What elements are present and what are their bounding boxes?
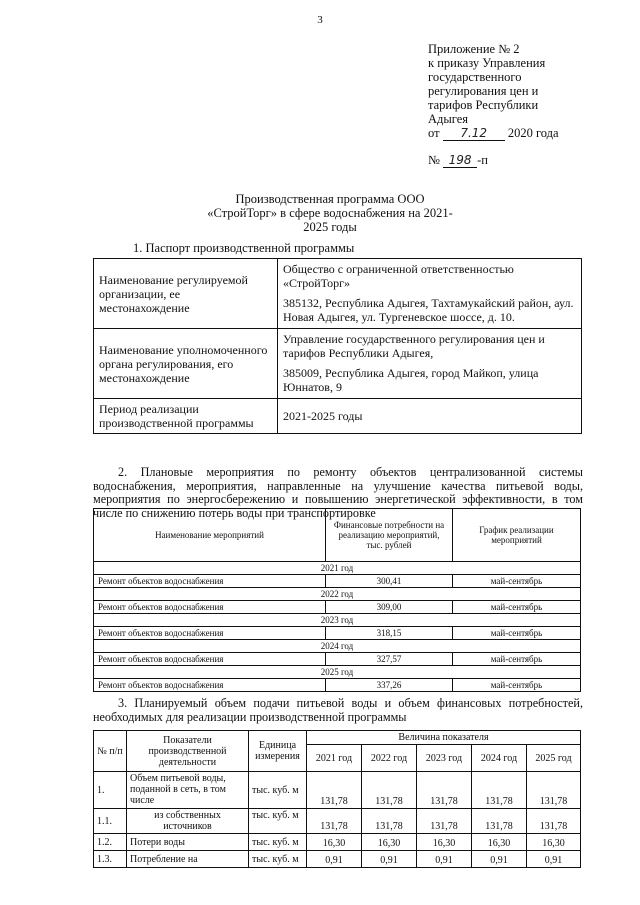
col-header: Наименование мероприятий: [94, 509, 326, 562]
section1-heading: 1. Паспорт производственной программы: [133, 241, 355, 255]
appendix-line: Адыгея: [428, 112, 469, 126]
table-row: [94, 399, 582, 434]
year-row: 2022 год: [94, 588, 581, 601]
table-row: Ремонт объектов водоснабжения 327,57 май-сентябрь: [94, 653, 581, 666]
appendix-block: [428, 42, 628, 168]
handwritten-date: 7.12: [443, 126, 505, 141]
year-row: 2021 год: [94, 562, 581, 575]
table-row: 1.2. Потери воды тыс. куб. м 16,30 16,30 16,30 16,30 16,30: [94, 834, 581, 851]
table-row: Ремонт объектов водоснабжения 300,41 май-сентябрь: [94, 575, 581, 588]
table-header-row: [94, 509, 581, 562]
section3-text: 3. Планируемый объем подачи питьевой воды и объем финансовых потребностей, необходимых для реализации производственной программы: [93, 696, 583, 724]
passport-value: Управление государственного регулирования цен и тарифов Республики Адыгея, 385009, Республика Адыгея, город Майкоп, улица Юннатов, 9: [278, 329, 582, 399]
table-row: 1.1. из собственных источников тыс. куб. м 131,78 131,78 131,78 131,78 131,78: [94, 809, 581, 834]
year-row: 2023 год: [94, 614, 581, 627]
table-row: Ремонт объектов водоснабжения 309,00 май-сентябрь: [94, 601, 581, 614]
table-row: 1. Объем питьевой воды, поданной в сеть, в том числе тыс. куб. м 131,78 131,78 131,78 131,78 131,78: [94, 772, 581, 809]
appendix-line: Приложение № 2: [428, 42, 520, 56]
passport-table: [93, 258, 582, 434]
appendix-line: регулирования цен и: [428, 84, 539, 98]
document-title: Производственная программа ООО «СтройТорг» в сфере водоснабжения на 2021- 2025 годы: [207, 192, 453, 234]
appendix-date: от 7.12 2020 года: [428, 126, 559, 140]
passport-label: Период реализации производственной программы: [94, 399, 278, 434]
section2-text: 2. Плановые мероприятия по ремонту объектов централизованной системы водоснабжения, мероприятия, направленные на улучшение качества питьевой воды, мероприятия по энергосбережению и повышению энергетической эффективности, в том числе по снижению потерь воды при транспортировке: [93, 465, 583, 520]
passport-value: 2021-2025 годы: [278, 399, 582, 434]
year-row: 2024 год: [94, 640, 581, 653]
passport-label: Наименование регулируемой организации, ее местонахождение: [94, 259, 278, 329]
page-number: 3: [317, 14, 323, 26]
col-header: Величина показателя: [307, 731, 581, 745]
table-row: 1.3. Потребление на тыс. куб. м 0,91 0,91 0,91 0,91 0,91: [94, 851, 581, 868]
year-header: 2025 год: [527, 745, 581, 772]
volume-table: [93, 730, 581, 868]
col-header: График реализации мероприятий: [453, 509, 581, 562]
appendix-line: тарифов Республики: [428, 98, 539, 112]
col-header: Финансовые потребности на реализацию мероприятий, тыс. рублей: [326, 509, 453, 562]
table-row: Ремонт объектов водоснабжения 318,15 май-сентябрь: [94, 627, 581, 640]
year-header: 2023 год: [417, 745, 472, 772]
table-header-row: [94, 731, 581, 745]
col-header: № п/п: [94, 731, 127, 772]
year-row: 2025 год: [94, 666, 581, 679]
year-header: 2022 год: [362, 745, 417, 772]
col-header: Единица измерения: [249, 731, 307, 772]
year-header: 2021 год: [307, 745, 362, 772]
repair-table: [93, 508, 581, 692]
appendix-number: № 198 -п: [428, 153, 488, 167]
year-header: 2024 год: [472, 745, 527, 772]
passport-label: Наименование уполномоченного органа регулирования, его местонахождение: [94, 329, 278, 399]
appendix-line: государственного: [428, 70, 522, 84]
handwritten-number: 198: [443, 153, 477, 168]
table-row: [94, 259, 582, 329]
col-header: Показатели производственной деятельности: [127, 731, 249, 772]
table-row: Ремонт объектов водоснабжения 337,26 май-сентябрь: [94, 679, 581, 692]
passport-value: Общество с ограниченной ответственностью «СтройТорг» 385132, Республика Адыгея, Тахтамукайский район, аул. Новая Адыгея, ул. Тургеневское шоссе, д. 10.: [278, 259, 582, 329]
appendix-line: к приказу Управления: [428, 56, 546, 70]
table-row: [94, 329, 582, 399]
